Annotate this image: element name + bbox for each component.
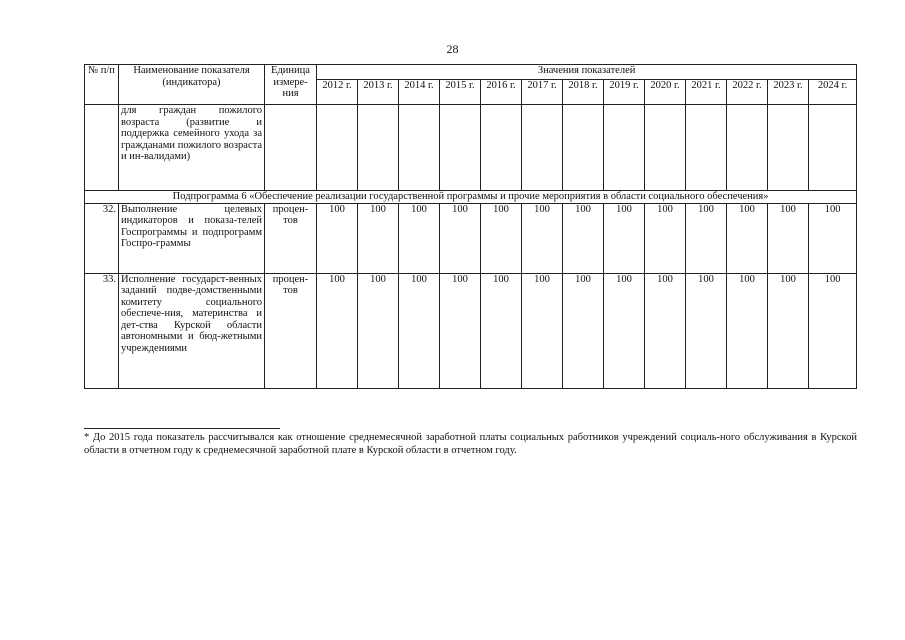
header-year: 2021 г.: [686, 80, 727, 105]
footnote: * До 2015 года показатель рассчитывался как отношение среднемесячной заработной платы социальных работников учреждений социаль-ного обслуживания в Курской области в отчетном году к среднемесячной заработной плате в Курской области в отчетном году.: [84, 432, 857, 456]
value-cell: 100: [317, 203, 358, 273]
value-cell: 100: [440, 203, 481, 273]
value-cell: 100: [809, 273, 857, 388]
value-cell: [481, 105, 522, 191]
row-name: Исполнение государст-венных заданий подве-домственными комитету социального обеспече-ния, материнства и дет-ства Курской области автономными и бюд-жетными учреждениями: [119, 273, 265, 388]
value-cell: 100: [645, 203, 686, 273]
value-cell: [768, 105, 809, 191]
indicators-table: [84, 64, 857, 389]
value-cell: 100: [563, 273, 604, 388]
footnote-divider: [84, 428, 280, 429]
table-row: [85, 203, 857, 273]
value-cell: [645, 105, 686, 191]
value-cell: [727, 105, 768, 191]
header-year: 2019 г.: [604, 80, 645, 105]
value-cell: 100: [563, 203, 604, 273]
header-year: 2018 г.: [563, 80, 604, 105]
header-year: 2012 г.: [317, 80, 358, 105]
value-cell: [563, 105, 604, 191]
value-cell: 100: [727, 203, 768, 273]
value-cell: 100: [317, 273, 358, 388]
header-year: 2013 г.: [358, 80, 399, 105]
value-cell: [809, 105, 857, 191]
header-year: 2015 г.: [440, 80, 481, 105]
value-cell: 100: [481, 273, 522, 388]
subprogram-title: Подпрограмма 6 «Обеспечение реализации государственной программы и прочие мероприятия в области социального обеспечения»: [85, 191, 857, 204]
value-cell: 100: [686, 203, 727, 273]
value-cell: 100: [727, 273, 768, 388]
value-cell: 100: [809, 203, 857, 273]
value-cell: 100: [440, 273, 481, 388]
row-name: Выполнение целевых индикаторов и показа-телей Госпрограммы и подпрограмм Госпро-граммы: [119, 203, 265, 273]
header-row-top: [85, 65, 857, 80]
row-num: 32.: [85, 203, 119, 273]
page-number: 28: [446, 42, 459, 56]
value-cell: 100: [604, 273, 645, 388]
header-year: 2016 г.: [481, 80, 522, 105]
value-cell: 100: [522, 203, 563, 273]
header-unit: Единица измере-ния: [265, 65, 317, 105]
value-cell: [522, 105, 563, 191]
value-cell: [399, 105, 440, 191]
row-unit: [265, 105, 317, 191]
header-year: 2024 г.: [809, 80, 857, 105]
header-year: 2014 г.: [399, 80, 440, 105]
table-row: [85, 273, 857, 388]
subprogram-row: [85, 191, 857, 204]
value-cell: 100: [768, 203, 809, 273]
header-values-group: Значения показателей: [317, 65, 857, 80]
value-cell: 100: [768, 273, 809, 388]
value-cell: [440, 105, 481, 191]
value-cell: 100: [481, 203, 522, 273]
value-cell: [604, 105, 645, 191]
row-name: для граждан пожилого возраста (развитие и поддержка семейного ухода за гражданами пожилого возраста и ин-валидами): [119, 105, 265, 191]
header-year: 2023 г.: [768, 80, 809, 105]
value-cell: 100: [645, 273, 686, 388]
header-year: 2022 г.: [727, 80, 768, 105]
row-unit: процен-тов: [265, 273, 317, 388]
header-num: № п/п: [85, 65, 119, 105]
row-num: 33.: [85, 273, 119, 388]
value-cell: [358, 105, 399, 191]
value-cell: 100: [358, 273, 399, 388]
header-year: 2017 г.: [522, 80, 563, 105]
header-name: Наименование показателя (индикатора): [119, 65, 265, 105]
value-cell: 100: [399, 273, 440, 388]
value-cell: 100: [686, 273, 727, 388]
row-num: [85, 105, 119, 191]
value-cell: 100: [358, 203, 399, 273]
value-cell: [317, 105, 358, 191]
row-unit: процен-тов: [265, 203, 317, 273]
header-year: 2020 г.: [645, 80, 686, 105]
value-cell: 100: [604, 203, 645, 273]
value-cell: 100: [399, 203, 440, 273]
table-row-continuation: [85, 105, 857, 191]
value-cell: [686, 105, 727, 191]
value-cell: 100: [522, 273, 563, 388]
